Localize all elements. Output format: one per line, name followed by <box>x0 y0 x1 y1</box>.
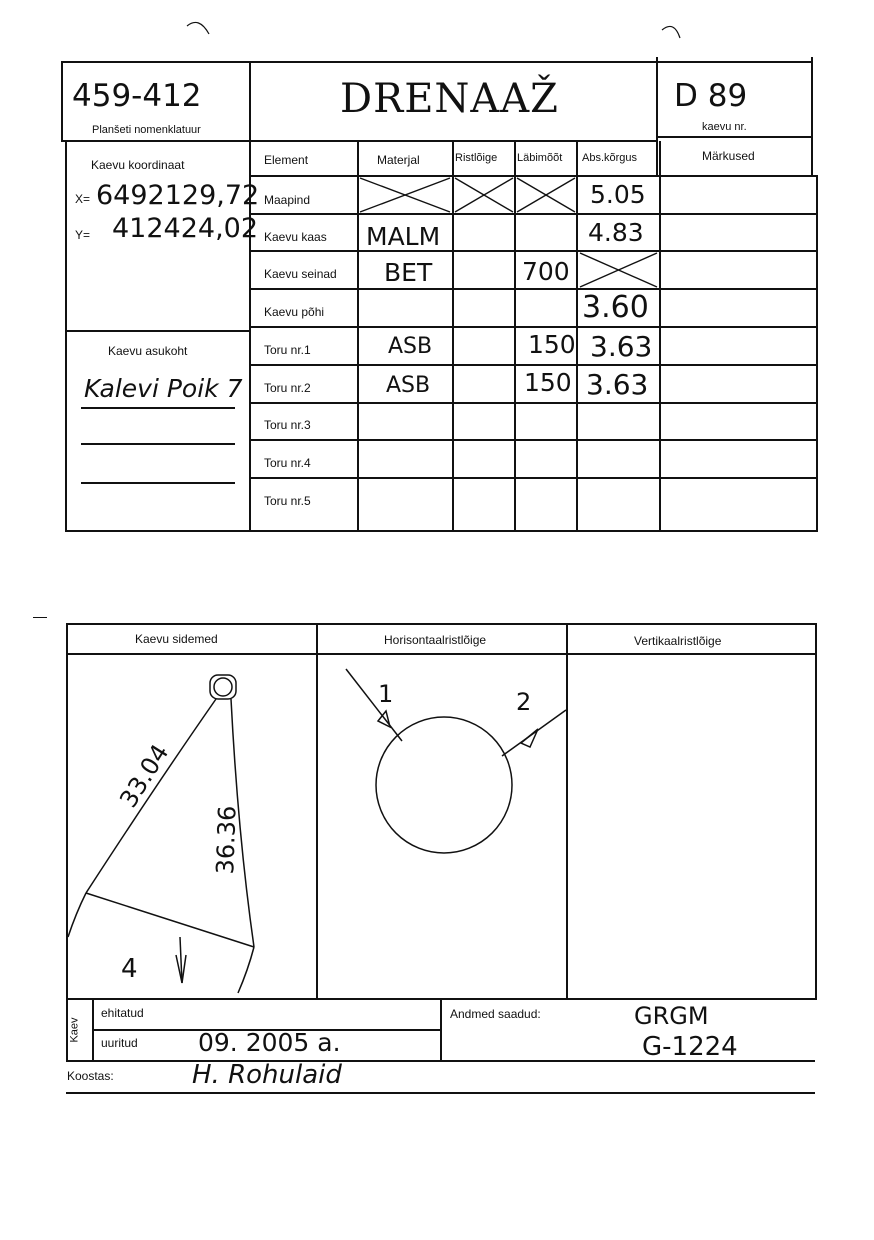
table-row-element: Toru nr.3 <box>264 418 311 432</box>
x-coordinate-value: 6492129,72 <box>96 180 260 211</box>
well-number: D 89 <box>674 78 748 114</box>
compiled-by-label: Koostas: <box>67 1069 114 1083</box>
ties-header: Kaevu sidemed <box>135 632 218 646</box>
cell-elevation: 4.83 <box>588 218 644 247</box>
col-header-cross-section: Ristlõige <box>455 152 498 164</box>
cell-diameter: 150 <box>528 330 576 359</box>
table-row-element: Kaevu kaas <box>264 230 327 244</box>
table-row-element: Toru nr.2 <box>264 381 311 395</box>
well-ties-sketch <box>66 655 326 1000</box>
table-row-element: Kaevu põhi <box>264 305 325 319</box>
tie-number: 4 <box>121 954 138 984</box>
data-source-label: Andmed saadud: <box>450 1007 541 1021</box>
col-header-notes: Märkused <box>702 149 755 163</box>
horizontal-section-header: Horisontaalristlõige <box>384 633 487 647</box>
surveyed-label: uuritud <box>101 1036 138 1050</box>
built-label: ehitatud <box>101 1006 144 1020</box>
data-source-value-1: GRGM <box>634 1002 709 1030</box>
scan-mark <box>33 617 47 618</box>
location-label: Kaevu asukoht <box>108 344 188 358</box>
cell-elevation: 3.63 <box>590 330 653 363</box>
coordinates-label: Kaevu koordinaat <box>91 158 185 172</box>
cell-material: BET <box>384 258 433 287</box>
cell-elevation: 3.63 <box>586 368 649 401</box>
y-coordinate-value: 412424,02 <box>112 213 259 244</box>
tie-distance-b: 36.36 <box>211 805 242 875</box>
page-title: DRENAAŽ <box>340 76 559 122</box>
cell-material: MALM <box>366 222 441 251</box>
pipe-label-2: 2 <box>516 688 532 716</box>
cell-material: ASB <box>386 373 431 398</box>
compiled-by-value: H. Rohulaid <box>192 1060 342 1090</box>
sheet-number-label: Planšeti nomenklatuur <box>92 124 201 136</box>
vertical-section-header: Vertikaalristlõige <box>634 634 722 648</box>
cell-diameter: 150 <box>524 368 572 397</box>
table-row-element: Kaevu seinad <box>264 267 337 281</box>
cell-material: ASB <box>388 334 433 359</box>
x-label: X= <box>75 192 91 206</box>
side-label-kaev: Kaev <box>68 1017 81 1043</box>
well-number-label: kaevu nr. <box>702 121 747 133</box>
cell-elevation: 5.05 <box>590 180 646 209</box>
sheet-number: 459-412 <box>72 78 202 114</box>
table-row-element: Toru nr.4 <box>264 456 311 470</box>
pipe-label-1: 1 <box>378 680 394 708</box>
tie-distance-a: 33.04 <box>114 739 175 813</box>
surveyed-value: 09. 2005 a. <box>198 1028 341 1057</box>
data-source-value-2: G-1224 <box>642 1032 738 1062</box>
col-header-material: Materjal <box>377 153 420 167</box>
cell-elevation: 3.60 <box>582 290 649 325</box>
table-row-element: Toru nr.5 <box>264 494 311 508</box>
cell-diameter: 700 <box>522 257 570 286</box>
y-label: Y= <box>75 228 91 242</box>
table-row-element: Maapind <box>264 193 311 207</box>
col-header-elevation: Abs.kõrgus <box>582 152 638 164</box>
table-row-element: Toru nr.1 <box>264 343 311 357</box>
col-header-diameter: Läbimõõt <box>517 152 563 164</box>
location-value: Kalevi Poik 7 <box>84 374 243 403</box>
col-header-element: Element <box>264 153 309 167</box>
